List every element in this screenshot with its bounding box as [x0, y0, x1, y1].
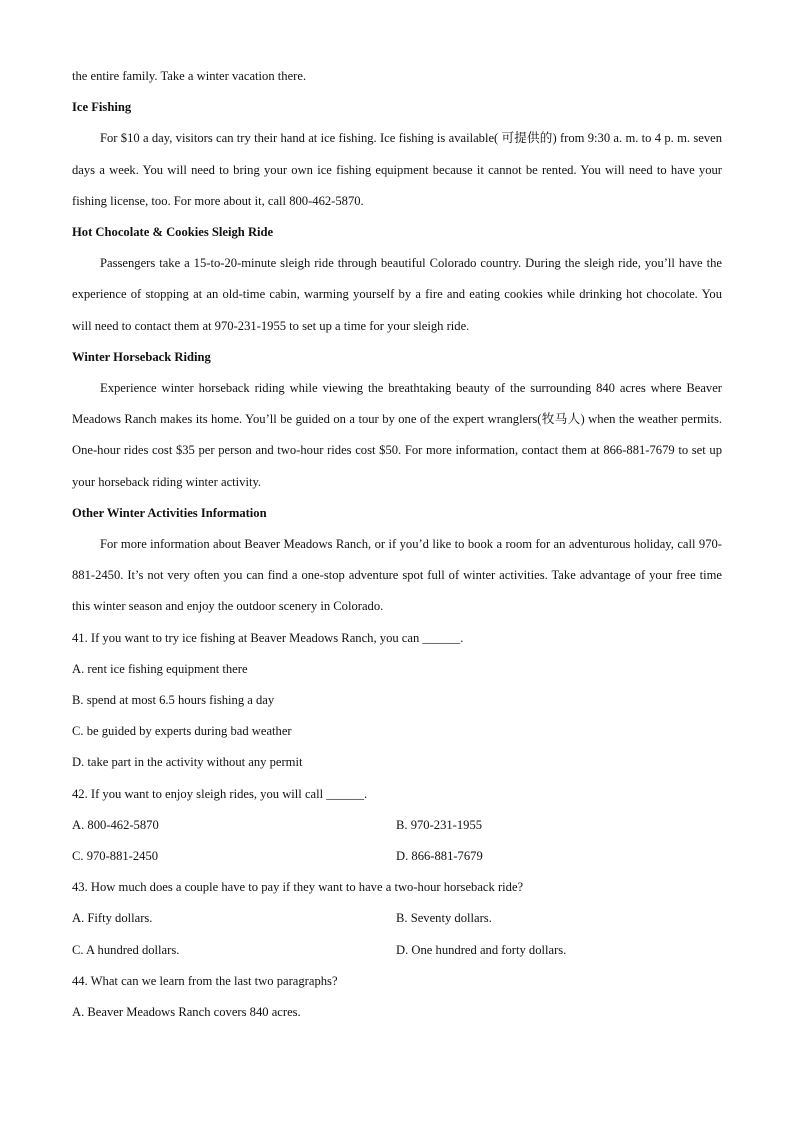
question-43 — [72, 872, 722, 966]
option-row — [72, 810, 722, 841]
document-page — [72, 61, 722, 1028]
option-a: A. Beaver Meadows Ranch covers 840 acres. — [72, 1005, 301, 1020]
question-44 — [72, 966, 722, 1028]
section-body: For more information about Beaver Meadows Ranch, or if you’d like to book a room for an adventurous holiday, call 970-881-2450. It’s not very often you can find a one-stop adventure spot full of winter activities. Take advantage of your free time this winter season and enjoy the outdoor scenery in Colorado. — [72, 537, 722, 614]
option-c: C. A hundred dollars. — [72, 942, 180, 957]
option-d: D. take part in the activity without any permit — [72, 755, 303, 770]
section-ice-fishing — [72, 92, 722, 217]
section-heading: Ice Fishing — [72, 100, 132, 115]
option-b: B. spend at most 6.5 hours fishing a day — [72, 693, 275, 708]
option-b: B. 970-231-1955 — [396, 817, 483, 832]
section-horseback-riding — [72, 342, 722, 498]
question-stem: 44. What can we learn from the last two paragraphs? — [72, 973, 338, 988]
option-row — [72, 903, 722, 934]
section-heading: Hot Chocolate & Cookies Sleigh Ride — [72, 225, 274, 240]
option-row — [72, 935, 722, 966]
section-body: Passengers take a 15-to-20-minute sleigh ride through beautiful Colorado country. During the sleigh ride, you’ll have the experience of stopping at an old-time cabin, warming yourself by a fire and eating cookies while drinking hot chocolate. You will need to contact them at 970-231-1955 to set up a time for your sleigh ride. — [72, 256, 722, 333]
section-sleigh-ride — [72, 217, 722, 342]
section-other-activities — [72, 498, 722, 623]
option-b: B. Seventy dollars. — [396, 911, 492, 926]
question-stem: 41. If you want to try ice fishing at Beaver Meadows Ranch, you can ______. — [72, 630, 464, 645]
question-stem: 42. If you want to enjoy sleigh rides, you will call ______. — [72, 786, 368, 801]
question-stem: 43. How much does a couple have to pay if they want to have a two-hour horseback ride? — [72, 880, 524, 895]
option-a: A. Fifty dollars. — [72, 911, 153, 926]
option-c: C. 970-881-2450 — [72, 849, 159, 864]
option-d: D. One hundred and forty dollars. — [396, 942, 567, 957]
intro-tail-text: the entire family. Take a winter vacation there. — [72, 69, 307, 83]
section-body: Experience winter horseback riding while viewing the breathtaking beauty of the surrounding 840 acres where Beaver Meadows Ranch makes its home. You’ll be guided on a tour by one of the expert wranglers(牧马人) when the weather permits. One-hour rides cost $35 per person and two-hour rides cost $50. For more information, contact them at 866-881-7679 to set up your horseback riding winter activity. — [72, 381, 722, 489]
option-a: A. rent ice fishing equipment there — [72, 661, 248, 676]
option-row — [72, 841, 722, 872]
section-heading: Winter Horseback Riding — [72, 349, 211, 364]
option-d: D. 866-881-7679 — [396, 849, 483, 864]
section-body: For $10 a day, visitors can try their hand at ice fishing. Ice fishing is available( 可提供的) from 9:30 a. m. to 4 p. m. seven days a week. You will need to bring your own ice fishing equipment because it cannot be rented. You will need to have your fishing license, too. For more about it, call 800-462-5870. — [72, 131, 722, 208]
option-a: A. 800-462-5870 — [72, 817, 159, 832]
question-42 — [72, 779, 722, 873]
section-heading: Other Winter Activities Information — [72, 505, 267, 520]
question-41 — [72, 623, 722, 779]
option-c: C. be guided by experts during bad weather — [72, 724, 292, 739]
